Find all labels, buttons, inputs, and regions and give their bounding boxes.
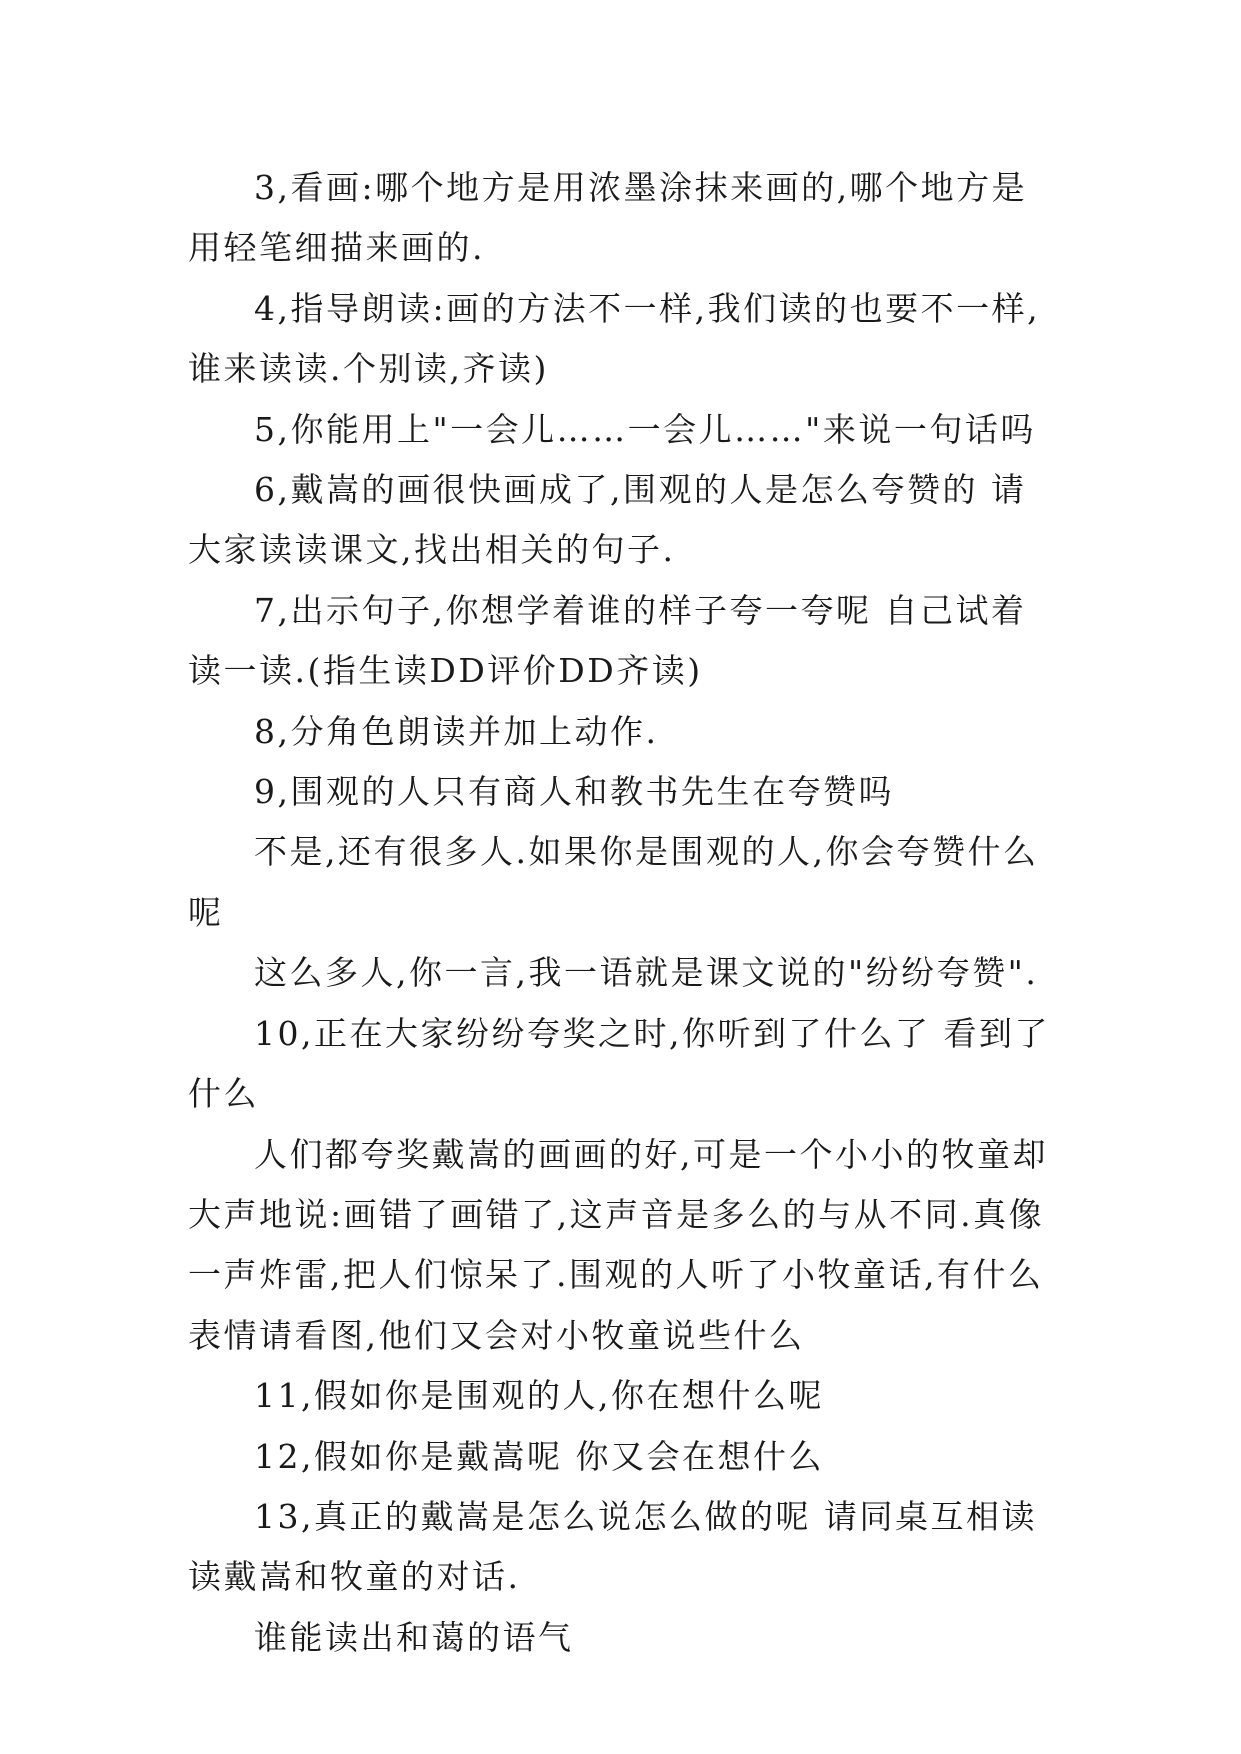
paragraph-step-13-followup: 谁能读出和蔼的语气 (254, 1617, 574, 1657)
document-body (188, 158, 1058, 1668)
paragraph-step-5: 5,你能用上"一会儿……一会儿……"来说一句话吗 (254, 409, 1036, 449)
paragraph-step-4: 4,指导朗读:画的方法不一样,我们读的也要不一样,谁来读读.个别读,齐读) (188, 288, 1041, 389)
paragraph-step-9: 9,围观的人只有商人和教书先生在夸赞吗 (254, 772, 894, 812)
paragraph-step-13: 13,真正的戴嵩是怎么说怎么做的呢 请同桌互相读读戴嵩和牧童的对话. (188, 1496, 1037, 1597)
paragraph-step-6: 6,戴嵩的画很快画成了,围观的人是怎么夸赞的 请大家读读课文,找出相关的句子. (188, 470, 1027, 570)
paragraph-step-12: 12,假如你是戴嵩呢 你又会在想什么 (254, 1436, 824, 1476)
paragraph-step-10-detail: 人们都夸奖戴嵩的画画的好,可是一个小小的牧童却大声地说:画错了画错了,这声音是多么的与从不同.真像一声炸雷,把人们惊呆了.围观的人听了小牧童话,有什么表情请看图,他们又会对小牧童说些什么 (188, 1134, 1048, 1355)
paragraph-step-9-answer: 不是,还有很多人.如果你是围观的人,你会夸赞什么呢 (188, 832, 1039, 932)
paragraph-step-8: 8,分角色朗读并加上动作. (254, 711, 659, 751)
paragraph-step-10: 10,正在大家纷纷夸奖之时,你听到了什么了 看到了什么 (188, 1013, 1050, 1114)
paragraph-step-11: 11,假如你是围观的人,你在想什么呢 (254, 1376, 824, 1416)
paragraph-step-3: 3,看画:哪个地方是用浓墨涂抹来画的,哪个地方是用轻笔细描来画的. (188, 168, 1028, 268)
paragraph-step-7: 7,出示句子,你想学着谁的样子夸一夸呢 自己试着读一读.(指生读DD评价DD齐读) (188, 590, 1027, 691)
paragraph-step-9-summary: 这么多人,你一言,我一语就是课文说的"纷纷夸赞". (254, 953, 1039, 993)
